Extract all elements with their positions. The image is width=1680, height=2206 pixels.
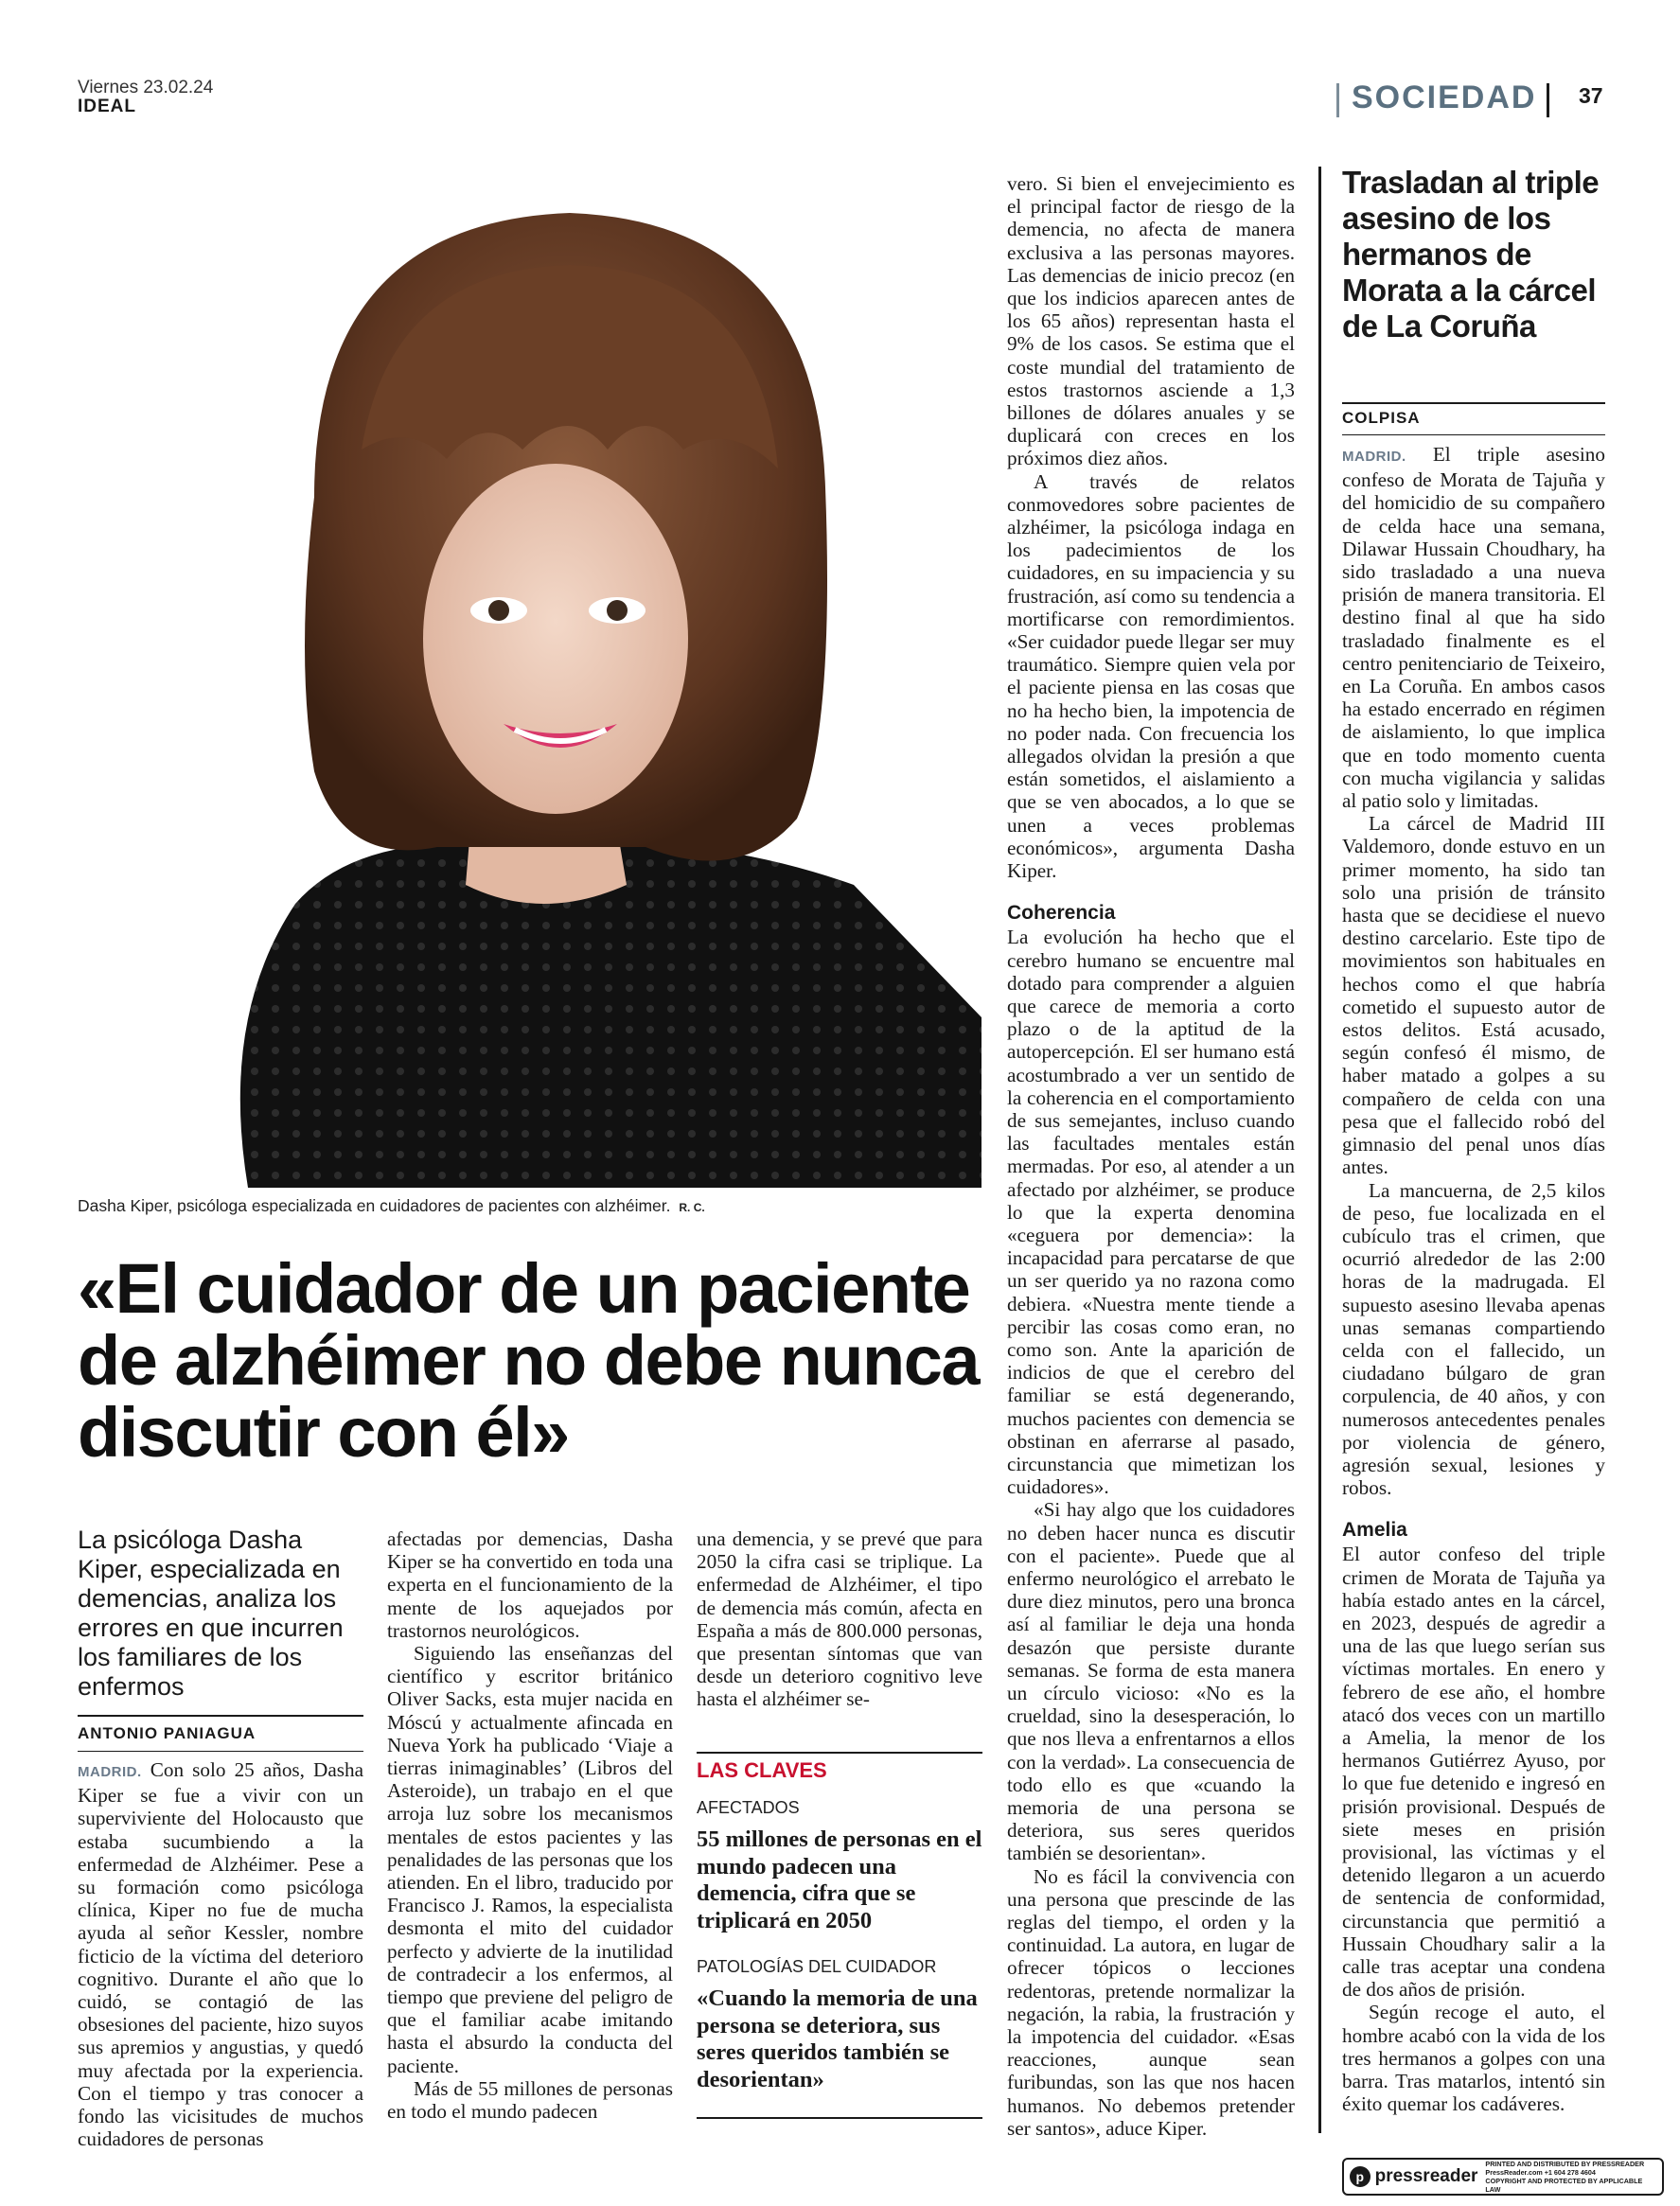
main-byline: ANTONIO PANIAGUA <box>78 1724 256 1742</box>
amelia-subhead: Amelia <box>1342 1519 1407 1542</box>
main-column-2 <box>387 1527 673 2123</box>
main-col4-p5: No es fácil la convivencia con una persona que prescinde de las reglas del tiempo, el orden y la continuidad. La autora, en lugar de ofrecer tópicos o lecciones redentoras, pretende normalizar la negación, la rabia, la frustración y la impotencia del cuidador. «Esas reacciones, aunque sean furibundas, son las que nos hacen humanos. No debemos pretender ser santos», aduce Kiper. <box>1007 1864 1295 2140</box>
section-divider-right <box>1547 83 1549 117</box>
pressreader-badge[interactable] <box>1342 2158 1664 2196</box>
pressreader-brand: pressreader <box>1374 2166 1478 2186</box>
main-headline: «El cuidador de un paciente de alzhéimer no debe nunca discutir con él» <box>78 1249 980 1472</box>
main-column-3 <box>697 1527 982 1711</box>
side-byline-rule-bottom <box>1342 434 1605 435</box>
main-col4-p3: La evolución ha hecho que el cerebro humano se encuentre mal dotado para comprender a alguien que carece de memoria a corto plazo o de la aptitud de la autopercepción. El ser humano está acostumbrado a ver un sentido de la coherencia en el comportamiento de sus semejantes, incluso cuando las facultades mentales están mermadas. Por eso, al atender a un afectado por alzhéimer, se produce lo que la experta denomina «ceguera por demencia»: la incapacidad para percatarse de que un ser querido ya no razona como debiera. «Nuestra mente tiende a percibir las cosas como eran, no como son. Ante la aparición de indicios de que el cerebro del familiar se está degenerando, muchos pacientes con demencia se obstinan en aferrarse al pasado, circunstancia que mimetizan los cuidadores». <box>1007 926 1295 1499</box>
claves-item2-label: PATOLOGÍAS DEL CUIDADOR <box>697 1957 937 1976</box>
main-col4-p1: vero. Si bien el envejecimiento es el principal factor de riesgo de la demencia, no afecta de manera exclusiva a las personas mayores. Las demencias de inicio precoz (en que los indicios aparecen antes de los 65 años) representan hasta el 9% de los casos. Se estima que el coste mundial del tratamiento de estos trastornos asciende a 1,3 billones de dólares anuales y se duplicará con creces en los próximos diez años. <box>1007 172 1295 470</box>
byline-rule-bottom <box>78 1751 363 1752</box>
side-headline: Trasladan al triple asesino de los hermanos de Morata a la cárcel de La Coruña <box>1342 165 1600 344</box>
main-col2-p2: Siguiendo las enseñanzas del científico y escritor británico Oliver Sacks, esta mujer nacida en Móscú y actualmente afincada en Nueva York ha publicado ‘Viaje a tierras inimaginables’ (Libros del Asteroide), un trabajo en el que arroja luz sobre los mecanismos mentales de estos pacientes y las penalidades de las personas que los atienden. En el libro, traducido por Francisco J. Ramos, la especialista desmonta el mito del cuidador perfecto y advierte de la inutilidad de contradecir a los enfermos, al tiempo que previene del peligro de que el familiar acabe imitando hasta el absurdo la conducta del paciente. <box>387 1642 673 2077</box>
portrait-photo <box>78 166 981 1188</box>
main-col4-p2: A través de relatos conmovedores sobre pacientes de alzhéimer, la psicóloga indaga en los padecimientos de los cuidadores, en su impaciencia y su frustración, así como su tendencia a mortificarse con remordimientos. «Ser cuidador puede llegar ser muy traumático. Siempre quien vela por el paciente piensa en las cosas que no ha hecho bien, la impotencia de no poder nada. Con frecuencia los allegados olvidan la presión a que están sometidos, el aislamiento a que se ven abocados, a lo que se unen a veces problemas económicos», argumenta Dasha Kiper. <box>1007 469 1295 883</box>
coherencia-subhead: Coherencia <box>1007 902 1116 925</box>
pressreader-logo-icon: p <box>1350 2166 1371 2187</box>
photo-caption-text: Dasha Kiper, psicóloga especializada en cuidadores de pacientes con alzhéimer. <box>78 1196 671 1215</box>
portrait-illustration <box>78 166 981 1188</box>
claves-item1-label: AFECTADOS <box>697 1798 800 1817</box>
side-byline-rule <box>1342 402 1605 404</box>
header-date: Viernes 23.02.24 <box>78 78 214 97</box>
main-col2-p1: afectadas por demencias, Dasha Kiper se ha convertido en toda una experta en el funcionamiento de la mente de los aquejados por trastornos neurológicos. <box>387 1527 673 1642</box>
main-col2-p3: Más de 55 millones de personas en todo el mundo padecen <box>387 2076 673 2124</box>
header-publication: IDEAL <box>78 97 136 116</box>
section-label: SOCIEDAD <box>1352 79 1537 115</box>
main-col4-p4: «Si hay algo que los cuidadores no deben hacer nunca es discutir con el paciente». Puede que al enfermo neurológico el arrebato le dure diez minutos, pero una bronca así al familiar le deja una honda desazón que persiste durante semanas. Se forma de esta manera un círculo vicioso: «No es la crueldad, sino la desesperación, lo que nos lleva a enfrentarnos a ellos con la verdad». La consecuencia de todo ello es que «cuando la memoria de una persona se deteriora, sus seres queridos también se desorientan». <box>1007 1498 1295 1865</box>
side-p2: La cárcel de Madrid III Valdemoro, donde estuvo en un primer momento, ha sido tan solo una prisión de tránsito hasta que se decidiese el nuevo destino carcelario. Este tipo de movimientos son habituales en hechos como el que habría cometido el supuesto autor de estos delitos. Está acusado, según confesó él mismo, de haber matado a golpes a su compañero de celda con una pesa que el fallecido robó del gimnasio del penal unos días antes. <box>1342 812 1605 1179</box>
main-col1-text: Con solo 25 años, Dasha Kiper se fue a vivir con un superviviente del Holocausto que estaba sucumbiendo a la enfermedad de Alzhéimer. Pese a su formación como psicóloga clínica, Kiper no fue de mucha ayuda al señor Kessler, nombre ficticio de la víctima del deterioro cognitivo. Durante el año que lo cuidó, se contagió de las obsesiones del paciente, hizo suyos sus apremios y angustias, y quedó muy afectada por la experiencia. Con el tiempo y tras conocer a fondo las vicisitudes de muchos cuidadores de personas <box>78 1758 363 2151</box>
side-byline: COLPISA <box>1342 409 1421 427</box>
side-p1: El triple asesino confeso de Morata de Tajuña y del homicidio de su compañero de celda hace una semana, Dilawar Hussain Choudhary, ha sido trasladado a una nueva prisión de manera transitoria. El destino final al que ha sido trasladado finalmente es el centro penitenciario de Teixeiro, en La Coruña. En ambos casos ha estado encerrado en régimen de aislamiento, lo que implica que en todo momento cuenta con mucha vigilancia y salidas al patio solo y limitadas. <box>1342 443 1605 813</box>
claves-top-rule <box>697 1752 982 1754</box>
main-col3-p1: una demencia, y se prevé que para 2050 la cifra casi se triplique. La enfermedad de Alzhéimer, el tipo de demencia más común, afecta en España a más de 800.000 personas, que presentan síntomas que van desde un deterioro cognitivo leve hasta el alzhéimer se- <box>697 1527 982 1711</box>
byline-rule <box>78 1715 363 1717</box>
claves-item1-text: 55 millones de personas en el mundo padecen una demencia, cifra que se triplicará en 2050 <box>697 1827 982 1933</box>
pressreader-line3: COPYRIGHT AND PROTECTED BY APPLICABLE LAW <box>1485 2177 1643 2194</box>
pressreader-line2: PressReader.com +1 604 278 4604 <box>1485 2168 1596 2177</box>
photo-caption <box>78 1196 981 1216</box>
main-column-4 <box>1007 172 1295 2140</box>
side-p3: La mancuerna, de 2,5 kilos de peso, fue localizada en el cubículo tras el crimen, que ocurrió alrededor de las 2:00 horas de la madrugada. El supuesto asesino llevaba apenas unas semanas compartiendo celda con el fallecido, un ciudadano búlgaro de gran corpulencia, de 40 años, y con numerosos antecedentes penales por violencia de género, agresión sexual, lesiones y robos. <box>1342 1178 1605 1500</box>
side-dateline: MADRID. <box>1342 449 1406 465</box>
page-number: 37 <box>1579 83 1603 108</box>
claves-item2-text: «Cuando la memoria de una persona se deteriora, sus seres queridos también se desorientan» <box>697 1985 978 2092</box>
pressreader-info <box>1485 2160 1656 2194</box>
standfirst: La psicóloga Dasha Kiper, especializada en demencias, analiza los errores en que incurren los familiares de los enfermos <box>78 1526 344 1701</box>
photo-credit: R. C. <box>679 1201 705 1214</box>
side-column <box>1342 443 1605 2115</box>
claves-bottom-rule <box>697 2117 982 2119</box>
claves-title: LAS CLAVES <box>697 1758 827 1782</box>
side-p5: Según recoge el auto, el hombre acabó con la vida de los tres hermanos a golpes con una barra. Tras matarlos, intentó sin éxito quemar los cadáveres. <box>1342 2001 1605 2116</box>
pressreader-line1: PRINTED AND DISTRIBUTED BY PRESSREADER <box>1485 2160 1645 2168</box>
main-column-1 <box>78 1758 363 2150</box>
section-divider-left <box>1336 83 1339 117</box>
side-p4: El autor confeso del triple crimen de Morata de Tajuña ya había estado antes en la cárcel, en 2023, después de agredir a una de las que luego serían sus víctimas mortales. En enero y febrero de ese año, el hombre atacó dos veces con un martillo a Amelia, la menor de los hermanos Gutiérrez Ayuso, por lo que fue detenido e ingresó en prisión provisional. Después de siete meses en prisión provisional, las víctimas y el detenido llegaron a un acuerdo de sentencia de conformidad, circunstancia que permitió a Hussain Choudhary salir a la calle tras aceptar una condena de dos años de prisión. <box>1342 1543 1605 2002</box>
side-article-left-rule <box>1318 167 1321 2133</box>
main-dateline: MADRID. <box>78 1764 142 1780</box>
